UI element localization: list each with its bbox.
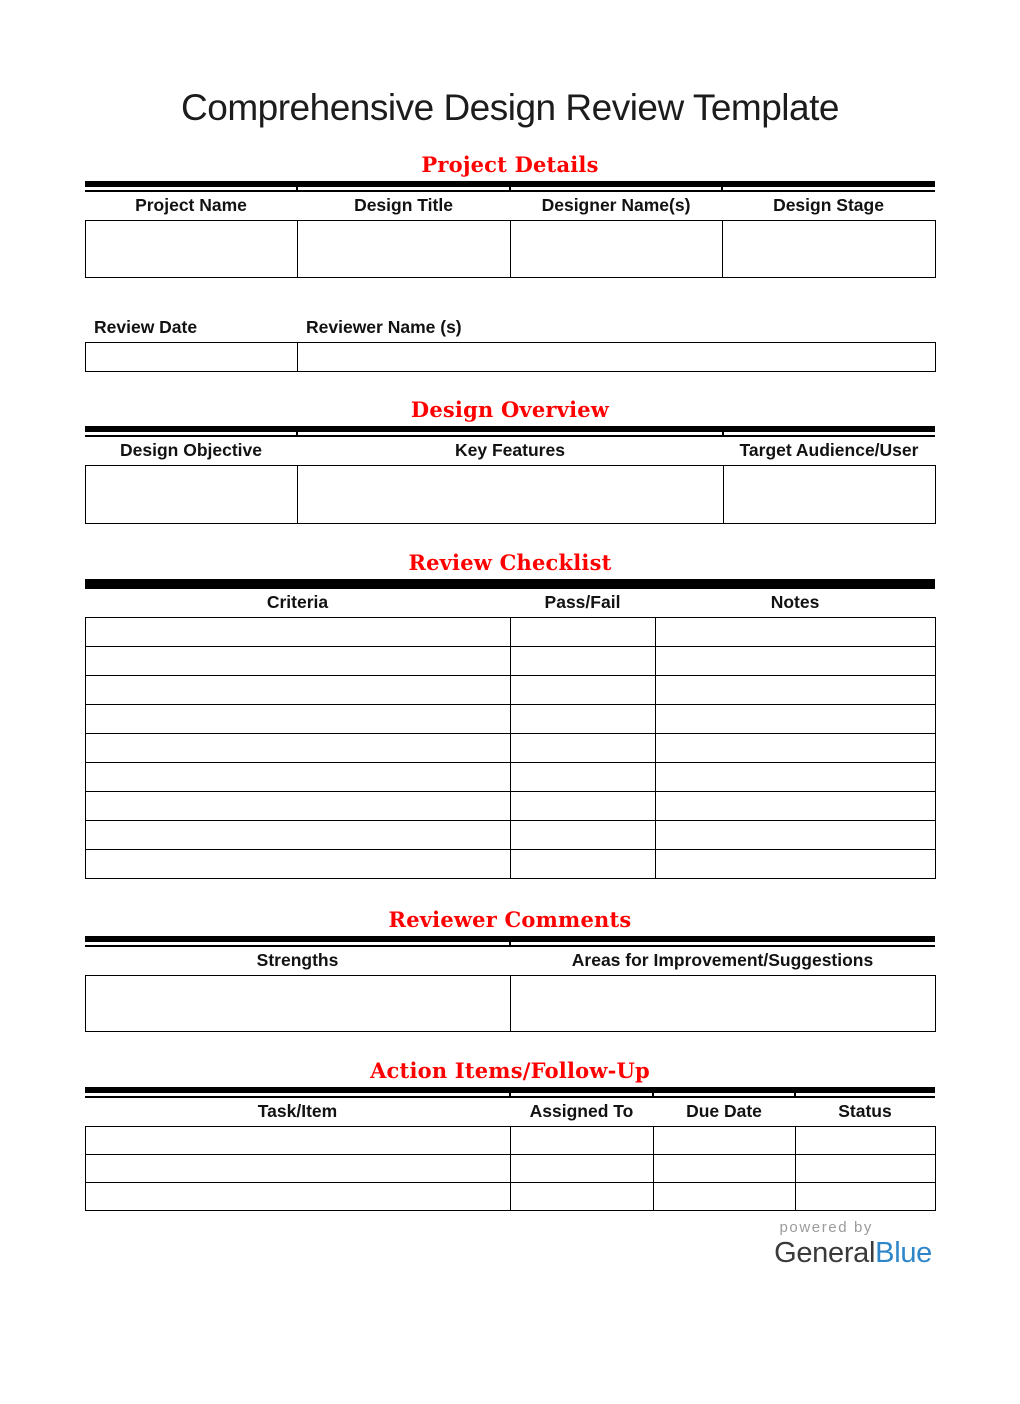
- design-overview-heading: Design Overview: [410, 397, 610, 422]
- review-checklist-cell-criteria[interactable]: [86, 647, 511, 676]
- review-checklist-cell-pass-fail[interactable]: [511, 850, 656, 879]
- review-checklist-cell-notes[interactable]: [656, 676, 936, 705]
- review-checklist-column-headers: [85, 589, 935, 617]
- project-details-rule: [85, 181, 935, 192]
- action-items-rule: [85, 1087, 935, 1098]
- review-checklist-rule: [85, 579, 935, 589]
- column-header-pass-fail: Pass/Fail: [544, 592, 621, 612]
- action-items-cell-due-date[interactable]: [654, 1155, 796, 1183]
- section-reviewer-comments: [85, 908, 935, 1032]
- review-checklist-cell-pass-fail[interactable]: [511, 792, 656, 821]
- column-divider-tick: [296, 432, 298, 435]
- column-divider-tick: [509, 942, 511, 945]
- action-items-cell-due-date[interactable]: [654, 1127, 796, 1155]
- action-items-row: [86, 1155, 936, 1183]
- review-checklist-cell-criteria[interactable]: [86, 763, 511, 792]
- column-divider-tick: [722, 432, 724, 435]
- review-checklist-row: [86, 618, 936, 647]
- review-checklist-cell-notes[interactable]: [656, 734, 936, 763]
- action-items-table: [85, 1126, 936, 1211]
- rule-gap: [85, 942, 935, 945]
- reviewer-comments-heading: Reviewer Comments: [388, 907, 632, 932]
- column-header-notes: Notes: [770, 592, 820, 612]
- review-checklist-row: [86, 734, 936, 763]
- review-checklist-cell-notes[interactable]: [656, 850, 936, 879]
- design-overview-rule: [85, 426, 935, 437]
- column-header-key-features: Key Features: [455, 440, 565, 460]
- reviewer-comments-column-headers: [85, 947, 935, 975]
- document-page: [85, 84, 935, 1269]
- column-header-review-date: Review Date: [94, 317, 198, 337]
- design-overview-row: [86, 466, 936, 524]
- action-items-cell-assigned-to[interactable]: [511, 1127, 654, 1155]
- review-checklist-cell-pass-fail[interactable]: [511, 647, 656, 676]
- action-items-cell-assigned-to[interactable]: [511, 1183, 654, 1211]
- review-info-row: [86, 343, 936, 372]
- column-header-design-title: Design Title: [354, 195, 453, 215]
- review-checklist-row: [86, 705, 936, 734]
- column-header-designer-name-s: Designer Name(s): [541, 195, 691, 215]
- action-items-cell-status[interactable]: [796, 1183, 936, 1211]
- review-checklist-cell-notes[interactable]: [656, 821, 936, 850]
- rule-gap: [85, 1093, 935, 1096]
- review-checklist-cell-pass-fail[interactable]: [511, 705, 656, 734]
- column-header-design-stage: Design Stage: [773, 195, 884, 215]
- column-header-assigned-to: Assigned To: [529, 1101, 634, 1121]
- column-divider-tick: [296, 187, 298, 190]
- design-overview-cell-design-objective[interactable]: [86, 466, 298, 524]
- column-header-design-objective: Design Objective: [120, 440, 262, 460]
- column-header-reviewer-name-s: Reviewer Name (s): [306, 317, 462, 337]
- column-divider-tick: [721, 187, 723, 190]
- review-checklist-table: [85, 617, 936, 879]
- review-checklist-row: [86, 676, 936, 705]
- review-checklist-cell-criteria[interactable]: [86, 821, 511, 850]
- action-items-row: [86, 1183, 936, 1211]
- review-checklist-row: [86, 763, 936, 792]
- column-header-target-audience-user: Target Audience/User: [739, 440, 919, 460]
- review-checklist-cell-notes[interactable]: [656, 647, 936, 676]
- action-items-cell-task-item[interactable]: [86, 1127, 511, 1155]
- review-info-column-headers: [85, 314, 935, 342]
- review-checklist-cell-criteria[interactable]: [86, 734, 511, 763]
- column-divider-tick: [652, 1093, 654, 1096]
- design-overview-cell-target-audience-user[interactable]: [724, 466, 936, 524]
- section-design-overview: [85, 398, 935, 524]
- project-details-cell-designer-name-s[interactable]: [511, 221, 723, 278]
- section-action-items: [85, 1059, 935, 1211]
- footer: [85, 1219, 935, 1269]
- review-checklist-cell-notes[interactable]: [656, 792, 936, 821]
- review-checklist-cell-pass-fail[interactable]: [511, 734, 656, 763]
- project-details-column-headers: [85, 192, 935, 220]
- review-checklist-row: [86, 792, 936, 821]
- project-details-cell-design-stage[interactable]: [723, 221, 936, 278]
- reviewer-comments-table: [85, 975, 936, 1032]
- column-divider-tick: [794, 1093, 796, 1096]
- section-review-info: [85, 314, 935, 372]
- column-header-project-name: Project Name: [135, 195, 247, 215]
- reviewer-comments-cell-strengths[interactable]: [86, 976, 511, 1032]
- brand-general-text: General: [774, 1237, 876, 1269]
- review-checklist-cell-criteria[interactable]: [86, 618, 511, 647]
- design-overview-column-headers: [85, 437, 935, 465]
- project-details-row: [86, 221, 936, 278]
- review-checklist-row: [86, 647, 936, 676]
- generalblue-logo: [85, 1237, 935, 1269]
- column-header-strengths: Strengths: [256, 950, 339, 970]
- powered-by-text: powered by: [779, 1219, 873, 1236]
- action-items-cell-task-item[interactable]: [86, 1183, 511, 1211]
- reviewer-comments-rule: [85, 936, 935, 947]
- column-header-due-date: Due Date: [686, 1101, 762, 1121]
- project-details-cell-project-name[interactable]: [86, 221, 298, 278]
- action-items-cell-status[interactable]: [796, 1155, 936, 1183]
- column-divider-tick: [509, 1093, 511, 1096]
- column-header-criteria: Criteria: [266, 592, 329, 612]
- project-details-heading: Project Details: [421, 152, 599, 177]
- document-title: Comprehensive Design Review Template: [181, 87, 839, 128]
- action-items-row: [86, 1127, 936, 1155]
- section-review-checklist: [85, 551, 935, 879]
- review-checklist-cell-criteria[interactable]: [86, 792, 511, 821]
- action-items-cell-status[interactable]: [796, 1127, 936, 1155]
- action-items-heading: Action Items/Follow-Up: [370, 1058, 650, 1083]
- review-checklist-cell-notes[interactable]: [656, 763, 936, 792]
- rule-gap: [85, 187, 935, 190]
- review-checklist-cell-pass-fail[interactable]: [511, 821, 656, 850]
- column-header-task-item: Task/Item: [257, 1101, 338, 1121]
- column-header-areas-for-improvement-suggestions: Areas for Improvement/Suggestions: [571, 950, 874, 970]
- reviewer-comments-cell-areas-for-improvement-suggestions[interactable]: [511, 976, 936, 1032]
- review-checklist-cell-notes[interactable]: [656, 618, 936, 647]
- review-checklist-heading: Review Checklist: [408, 550, 612, 575]
- review-checklist-cell-criteria[interactable]: [86, 676, 511, 705]
- review-checklist-row: [86, 850, 936, 879]
- design-overview-cell-key-features[interactable]: [298, 466, 724, 524]
- review-info-cell-review-date[interactable]: [86, 343, 298, 372]
- action-items-cell-task-item[interactable]: [86, 1155, 511, 1183]
- column-header-status: Status: [838, 1101, 892, 1121]
- brand-blue-text: Blue: [875, 1237, 932, 1269]
- reviewer-comments-row: [86, 976, 936, 1032]
- review-checklist-cell-criteria[interactable]: [86, 705, 511, 734]
- review-info-table: [85, 342, 936, 372]
- thick-rule-bar: [85, 579, 935, 589]
- rule-gap: [85, 432, 935, 435]
- column-divider-tick: [509, 187, 511, 190]
- review-checklist-row: [86, 821, 936, 850]
- section-project-details: [85, 153, 935, 278]
- project-details-table: [85, 220, 936, 278]
- action-items-column-headers: [85, 1098, 935, 1126]
- review-checklist-cell-pass-fail[interactable]: [511, 763, 656, 792]
- action-items-cell-assigned-to[interactable]: [511, 1155, 654, 1183]
- review-info-cell-reviewer-name-s[interactable]: [298, 343, 936, 372]
- review-checklist-cell-notes[interactable]: [656, 705, 936, 734]
- review-checklist-cell-criteria[interactable]: [86, 850, 511, 879]
- design-overview-table: [85, 465, 936, 524]
- review-checklist-cell-pass-fail[interactable]: [511, 618, 656, 647]
- action-items-cell-due-date[interactable]: [654, 1183, 796, 1211]
- review-checklist-cell-pass-fail[interactable]: [511, 676, 656, 705]
- project-details-cell-design-title[interactable]: [298, 221, 511, 278]
